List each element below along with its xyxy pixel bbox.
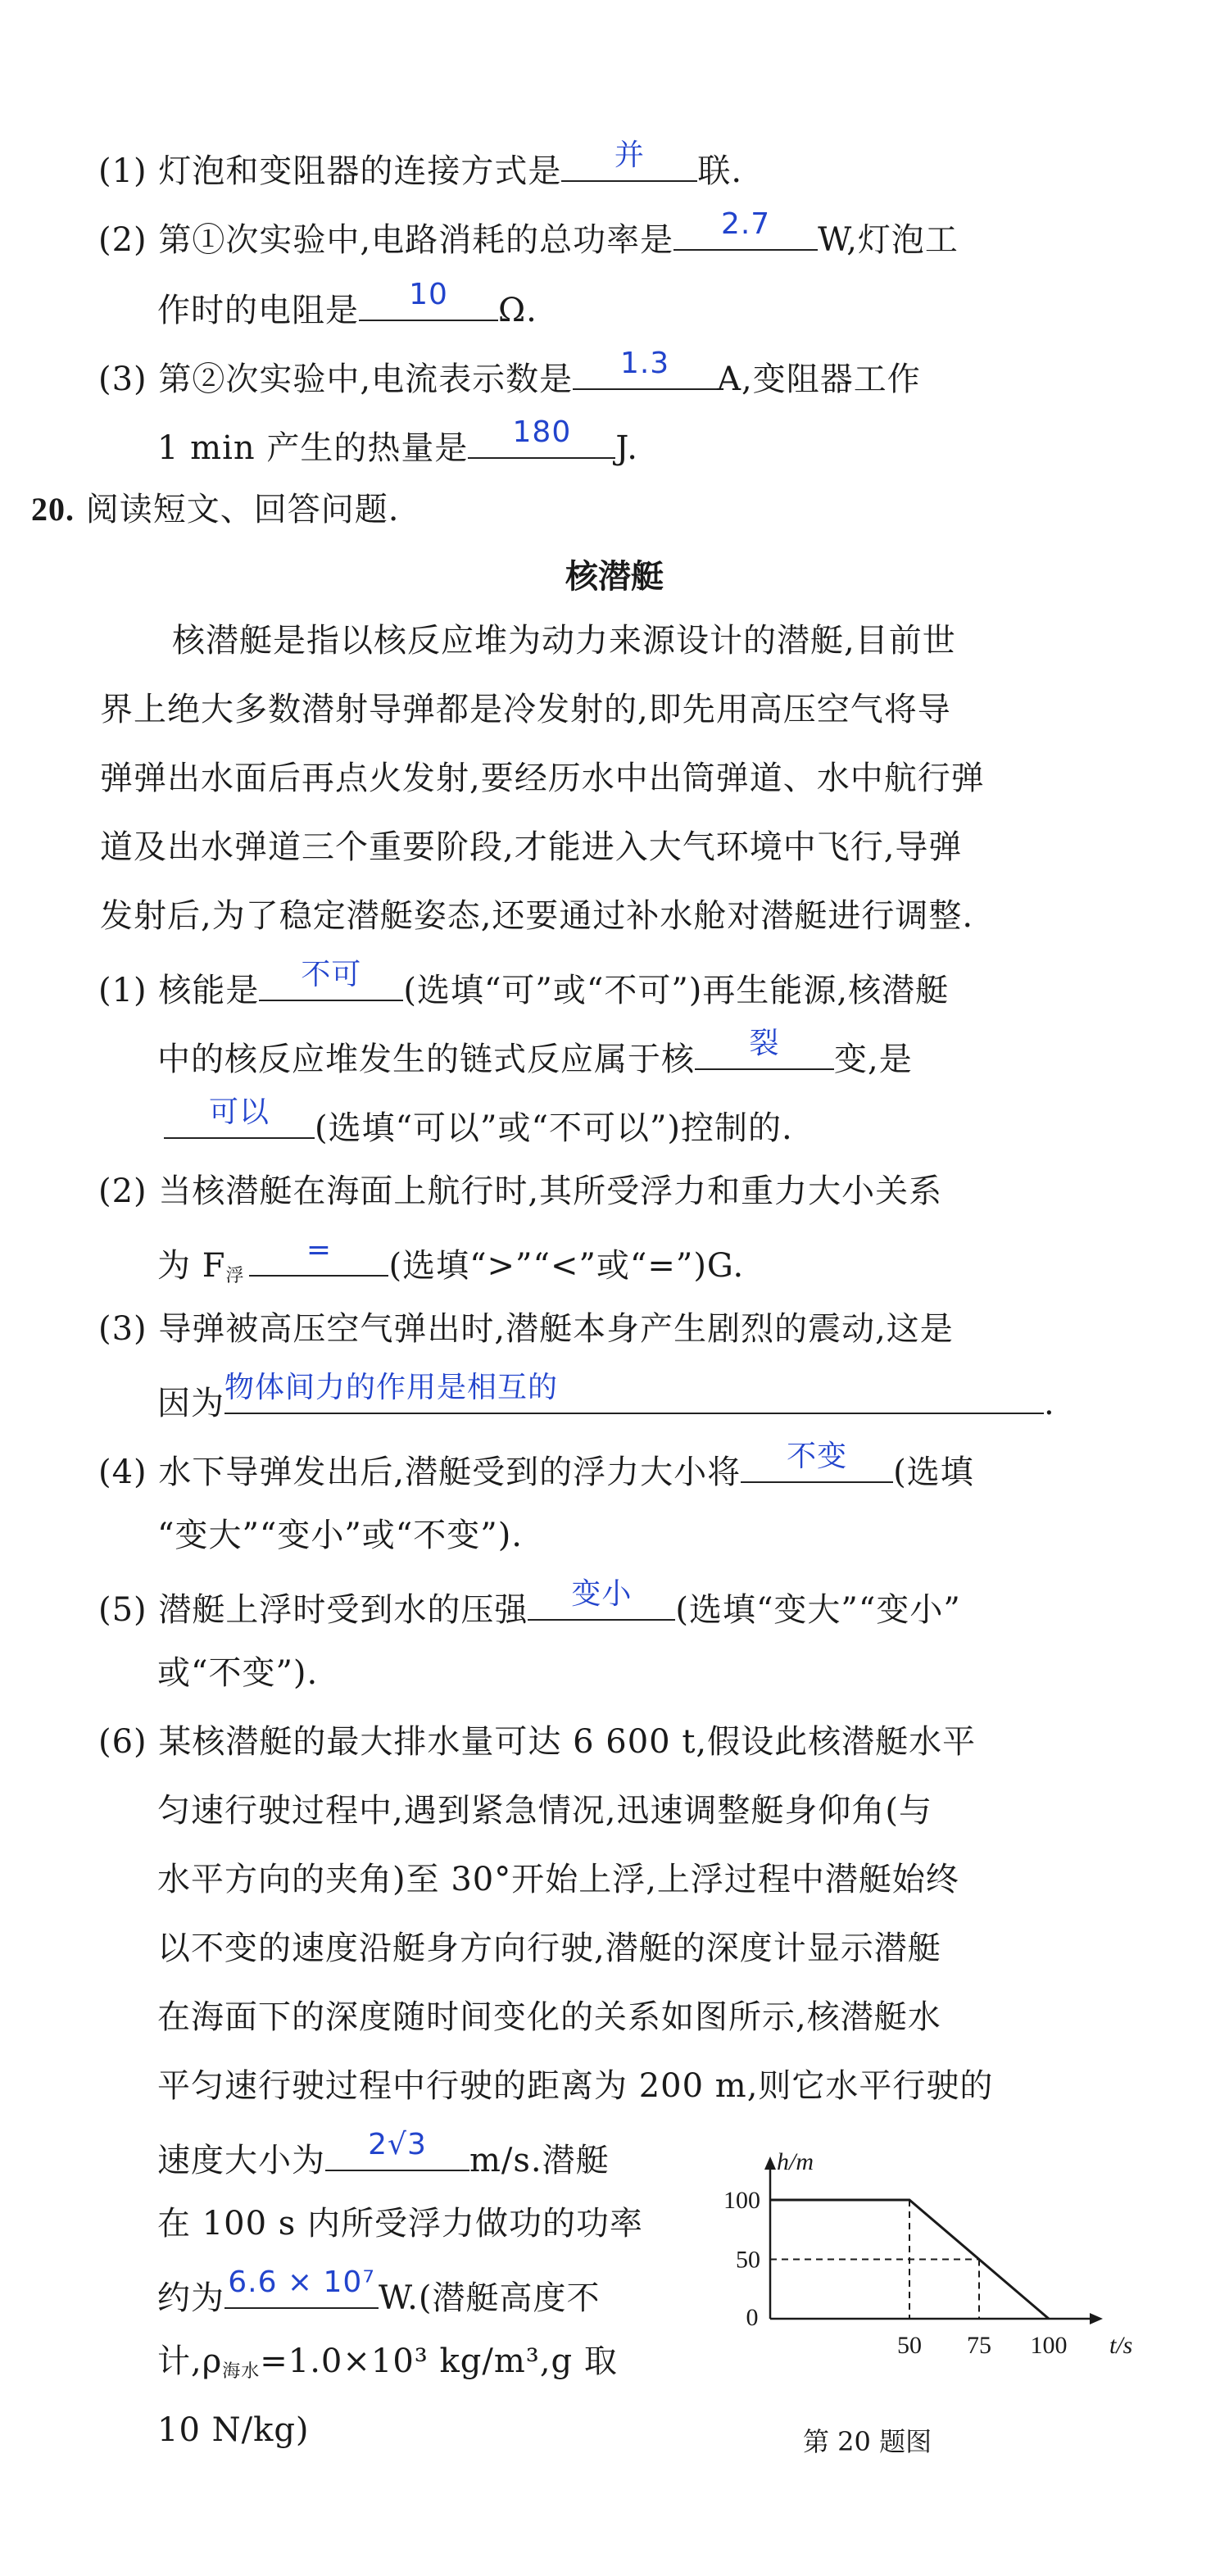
q20-s5-text: (5) 潜艇上浮时受到水的压强 xyxy=(98,1591,528,1629)
q20-s5-line1 xyxy=(98,1577,961,1631)
q20-s1-text3: 中的核反应堆发生的链式反应属于核 xyxy=(157,1041,695,1078)
q20-s2-text: 为 F xyxy=(157,1247,226,1285)
q19-item3-blank2 xyxy=(468,415,615,459)
q19-item2-blank1 xyxy=(673,207,818,251)
q19-item1-text: (1) 灯泡和变阻器的连接方式是 xyxy=(98,152,562,190)
answer-text: 180 xyxy=(512,415,572,449)
q20-s6-line11: 10 N/kg) xyxy=(157,2411,310,2449)
q20-s2-blank xyxy=(249,1233,388,1277)
q20-s1-line2 xyxy=(157,1027,913,1081)
q20-s6-text10b: =1.0×10³ kg/m³,g 取 xyxy=(260,2342,618,2380)
q20-s1-blank3 xyxy=(164,1095,315,1139)
answer-text: 裂 xyxy=(749,1027,780,1060)
depth-time-chart xyxy=(688,2098,1133,2425)
q20-s6-text9: 约为 xyxy=(157,2279,224,2317)
q20-s6-text7: 速度大小为 xyxy=(157,2142,325,2179)
q20-s1-line3 xyxy=(164,1095,793,1150)
q19-item2-line2-text: 作时的电阻是 xyxy=(157,292,359,329)
q20-s3-blank xyxy=(224,1371,1044,1414)
x-tick-label: 75 xyxy=(967,2332,991,2359)
q20-s3-line1: (3) 导弹被高压空气弹出时,潜艇本身产生剧烈的震动,这是 xyxy=(98,1310,954,1348)
y-tick-label: 50 xyxy=(736,2246,760,2274)
passage-line-4: 道及出水弹道三个重要阶段,才能进入大气环境中飞行,导弹 xyxy=(100,828,963,866)
q19-item3-text: (3) 第②次实验中,电流表示数是 xyxy=(98,361,574,398)
passage-line-3: 弹弹出水面后再点火发射,要经历水中出筒弹道、水中航行弹 xyxy=(100,760,985,797)
q20-s6-line10 xyxy=(157,2340,618,2393)
q20-header xyxy=(31,488,399,531)
q20-s3-text2: . xyxy=(1044,1385,1055,1422)
y-axis-arrow xyxy=(764,2156,776,2170)
q20-s4-text2: (选填 xyxy=(893,1454,974,1491)
figure-caption: 第 20 题图 xyxy=(803,2426,932,2457)
q20-s6-line3: 水平方向的夹角)至 30°开始上浮,上浮过程中潜艇始终 xyxy=(157,1861,959,1898)
q19-item3-blank1 xyxy=(573,347,717,390)
passage-line-5: 发射后,为了稳定潜艇姿态,还要通过补水舱对潜艇进行调整. xyxy=(100,897,974,935)
answer-text: 1.3 xyxy=(619,347,670,380)
origin-label: 0 xyxy=(746,2304,759,2331)
answer-text: 不变 xyxy=(787,1440,848,1473)
question-number: 20. xyxy=(31,491,75,528)
passage-line-2: 界上绝大多数潜射导弹都是冷发射的,即先用高压空气将导 xyxy=(100,691,951,728)
q20-s5-blank xyxy=(528,1577,675,1621)
q19-item2-line2-suffix: Ω. xyxy=(498,292,537,329)
q20-s2-line2 xyxy=(157,1233,745,1298)
q20-s4-blank xyxy=(741,1440,893,1483)
answer-text: 2√3 xyxy=(368,2128,427,2161)
q20-s2-text2: (选填“>”“<”或“=”)G. xyxy=(388,1247,745,1285)
q20-s2-line1: (2) 当核潜艇在海面上航行时,其所受浮力和重力大小关系 xyxy=(98,1172,943,1210)
q20-s4-text: (4) 水下导弹发出后,潜艇受到的浮力大小将 xyxy=(98,1454,741,1491)
answer-text: 10 xyxy=(409,278,448,311)
answer-text: 并 xyxy=(614,138,645,172)
answer-text: 变小 xyxy=(571,1577,633,1611)
q20-s6-line9 xyxy=(157,2265,601,2320)
x-axis-arrow xyxy=(1090,2313,1103,2324)
x-tick-label: 50 xyxy=(897,2332,922,2359)
y-tick-label: 100 xyxy=(723,2187,760,2214)
q19-item3-line2 xyxy=(157,415,639,469)
answer-text: 2.7 xyxy=(720,207,771,241)
q20-s6-line8: 在 100 s 内所受浮力做功的功率 xyxy=(157,2205,644,2243)
q20-s1-blank1 xyxy=(259,958,403,1001)
q19-item3-line1 xyxy=(98,347,921,401)
q20-s6-line5: 在海面下的深度随时间变化的关系如图所示,核潜艇水 xyxy=(157,1998,941,2036)
q20-s6-text10: 计,ρ xyxy=(157,2342,223,2380)
rho-subscript: 海水 xyxy=(222,2361,261,2382)
q20-s2-subscript: 浮 xyxy=(225,1266,245,1286)
q20-s1-text: (1) 核能是 xyxy=(98,972,260,1009)
q19-item3-line2-text: 1 min 产生的热量是 xyxy=(157,429,469,467)
answer-text: 6.6 × 10⁷ xyxy=(228,2265,375,2299)
q20-s6-line4: 以不变的速度沿艇身方向行驶,潜艇的深度计显示潜艇 xyxy=(157,1930,941,1967)
q20-s6-line7 xyxy=(157,2128,610,2182)
q20-s5-text2: (选填“变大”“变小” xyxy=(675,1591,961,1629)
answer-text: 可以 xyxy=(208,1095,270,1129)
q19-item2-line1 xyxy=(98,207,959,261)
x-axis-label: t/s xyxy=(1109,2332,1133,2359)
q19-item3-mid: A,变阻器工作 xyxy=(717,361,921,398)
x-tick-label: 100 xyxy=(1030,2332,1068,2359)
q20-s1-text5: (选填“可以”或“不可以”)控制的. xyxy=(315,1109,793,1147)
q19-item2-text: (2) 第①次实验中,电路消耗的总功率是 xyxy=(98,221,674,259)
q20-s1-line1 xyxy=(98,958,950,1012)
answer-text: = xyxy=(306,1233,333,1267)
q20-s6-text9b: W.(潜艇高度不 xyxy=(379,2279,601,2317)
q19-item1-suffix: 联. xyxy=(697,152,743,190)
passage-title: 核潜艇 xyxy=(565,558,664,596)
q20-s4-line2: “变大”“变小”或“不变”). xyxy=(157,1517,524,1554)
q19-item2-blank2 xyxy=(359,278,498,321)
q20-s6-blank2 xyxy=(224,2265,379,2309)
y-axis-label: h/m xyxy=(777,2148,814,2175)
q20-s6-line1: (6) 某核潜艇的最大排水量可达 6 600 t,假设此核潜艇水平 xyxy=(98,1723,977,1761)
q20-s6-text7b: m/s.潜艇 xyxy=(469,2142,610,2179)
q20-s6-line2: 匀速行驶过程中,遇到紧急情况,迅速调整艇身仰角(与 xyxy=(157,1792,933,1830)
q20-s1-text2: (选填“可”或“不可”)再生能源,核潜艇 xyxy=(403,972,950,1009)
q20-s3-line2 xyxy=(157,1371,1055,1425)
q20-s6-line6: 平匀速行驶过程中行驶的距离为 200 m,则它水平行驶的 xyxy=(157,2067,994,2105)
q19-item2-line2 xyxy=(157,278,537,332)
passage-line-1: 核潜艇是指以核反应堆为动力来源设计的潜艇,目前世 xyxy=(172,622,956,660)
q19-item3-line2-suffix: J. xyxy=(615,429,639,467)
q20-s3-text: 因为 xyxy=(157,1385,224,1422)
q19-item1-blank xyxy=(561,138,697,182)
q20-s6-blank1 xyxy=(325,2128,469,2171)
q19-item2-mid: W,灯泡工 xyxy=(818,221,959,259)
q20-s1-text4: 变,是 xyxy=(834,1041,913,1078)
q20-s4-line1 xyxy=(98,1440,974,1494)
answer-text: 不可 xyxy=(301,958,362,991)
q20-s1-blank2 xyxy=(695,1027,834,1070)
q19-item1 xyxy=(98,138,743,193)
q20-instruction: 阅读短文、回答问题. xyxy=(85,491,400,528)
answer-text: 物体间力的作用是相互的 xyxy=(224,1371,559,1404)
q20-s5-line2: 或“不变”). xyxy=(157,1654,319,1692)
